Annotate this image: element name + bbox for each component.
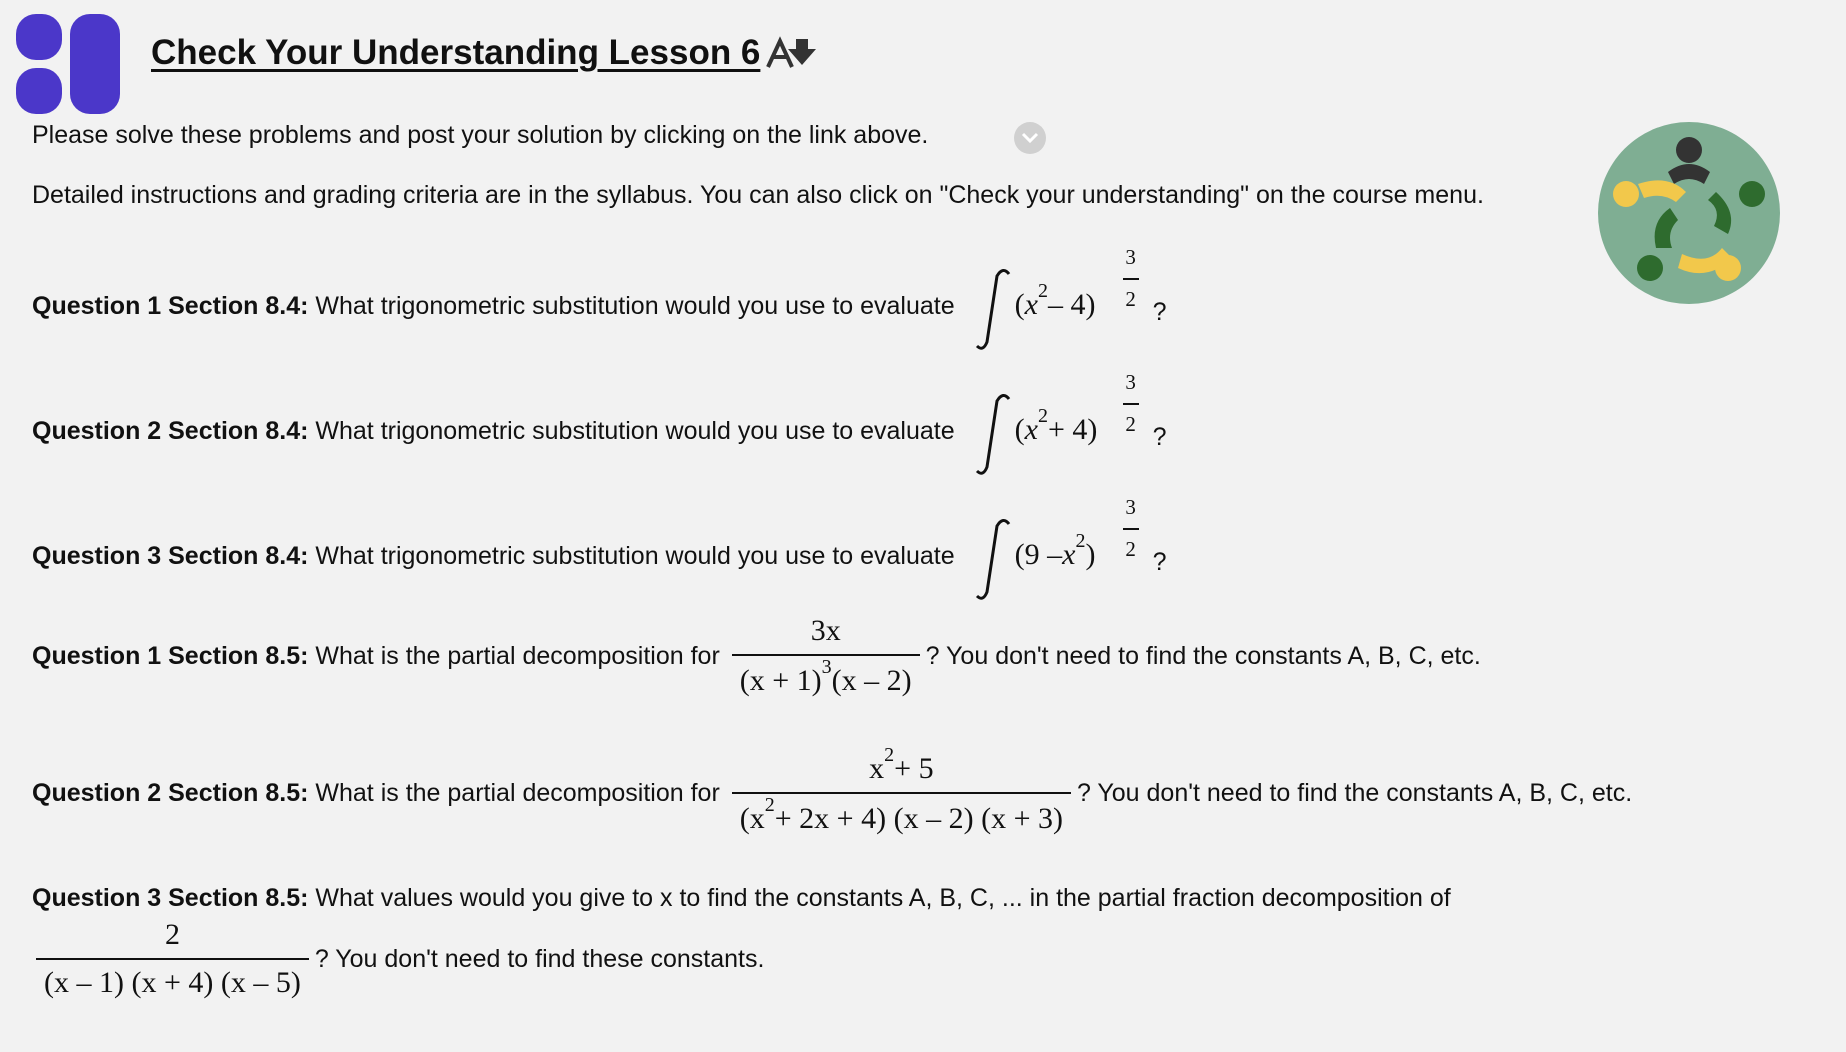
question-end-text: ? You don't need to find the constants A, B, C, etc. [925, 641, 1481, 670]
question-2-section-8-5 [32, 744, 1633, 836]
question-end-text: ? You don't need to find the constants A, B, C, etc. [1076, 778, 1633, 807]
text-download-icon[interactable] [766, 35, 818, 71]
question-label: Question 2 Section 8.4: [32, 416, 309, 445]
question-text: What trigonometric substitution would you use to evaluate [315, 541, 955, 570]
question-text: What trigonometric substitution would you use to evaluate [315, 291, 955, 320]
question-text: What trigonometric substitution would you use to evaluate [315, 416, 955, 445]
question-3-section-8-5 [32, 884, 1451, 913]
question-1-section-8-4 [32, 246, 1173, 366]
question-1-section-8-5 [32, 614, 1481, 698]
integral-sign-icon [973, 516, 1013, 602]
question-label: Question 1 Section 8.4: [32, 291, 309, 320]
integral-sign-icon [973, 266, 1013, 352]
question-label: Question 1 Section 8.5: [32, 641, 309, 670]
question-3-section-8-4 [32, 496, 1173, 616]
question-label: Question 3 Section 8.5: [32, 884, 309, 912]
question-label: Question 2 Section 8.5: [32, 778, 309, 807]
fraction-expression: $\frac{3x}{(x + 1)^3(x - 2)}$ [732, 614, 920, 698]
intro-line-2: Detailed instructions and grading criteria are in the syllabus. You can also click on "Check your understanding" on the course menu. [32, 181, 1484, 209]
page-title-link[interactable]: Check Your Understanding Lesson 6 [151, 33, 761, 72]
question-label: Question 3 Section 8.4: [32, 541, 309, 570]
chevron-down-icon[interactable] [1014, 122, 1046, 154]
integral-sign-icon [973, 391, 1013, 477]
question-end-text: ? You don't need to find these constants. [314, 944, 765, 973]
question-text: What values would you give to x to find the constants A, B, C, ... in the partial fraction decomposition of [315, 884, 1451, 912]
integral-expression: (9 $-x^2$) 3 2 ? [973, 496, 1173, 616]
fraction-expression: $\frac{x^2+ 5}{(x^2+ 2x + 4) (x - 2) (x + 3)}$ [732, 750, 1071, 836]
intro-line-1: Please solve these problems and post your solution by clicking on the link above. [32, 121, 929, 149]
question-2-section-8-4 [32, 371, 1173, 491]
question-3-section-8-5-expression [36, 918, 764, 1000]
app-logo-icon [16, 14, 120, 118]
integral-expression: ($x^2-$ 4) 3 2 ? [973, 246, 1173, 366]
integral-expression: $(x^2+ 4)$ 3 2 ? [973, 371, 1173, 491]
question-text: What is the partial decomposition for [315, 778, 720, 807]
fraction-expression: $\frac{2}{(x - 1) (x + 4) (x - 5)}$ [36, 918, 309, 1000]
course-emblem-icon [1598, 122, 1780, 304]
question-text: What is the partial decomposition for [315, 641, 720, 670]
